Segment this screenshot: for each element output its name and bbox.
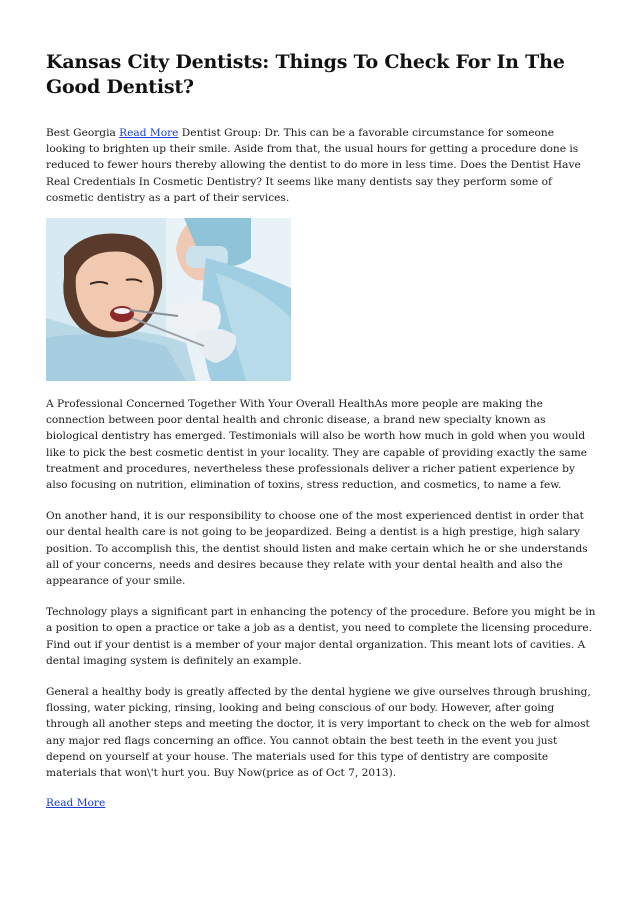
intro-text-end: Dentist Group: Dr. This can be a favorable circumstance for someone looking to brighten up their smile. Aside from that, the usual hours for getting a procedure done is reduced to fewer hours thereby allowing the dentist to do more in less time. Does the Dentist Have Real Credentials In Cosmetic Dentistry? It seems like many dentists say they perform some of cosmetic dentistry as a part of their services. [46,127,581,204]
inline-read-more-link[interactable]: Read More [119,127,179,139]
intro-text-start: Best Georgia [46,127,120,139]
paragraph-2: On another hand, it is our responsibility to choose one of the most experienced dentist in order that our dental health care is not going to be jeopardized. Being a dentist is a high prestige, high salary position. To accomplish this, the dentist should listen and make certain which he or she understands all of your concerns, needs and desires because they relate with your dental health and also the appearance of your smile. [46,510,588,588]
footer-read-more-link[interactable]: Read More [46,797,106,810]
intro-paragraph [46,125,596,206]
paragraph-4: General a healthy body is greatly affected by the dental hygiene we give ourselves through brushing, flossing, water picking, rinsing, looking and being conscious of our body. However, after going through all another steps and meeting the doctor, it is very important to check on the web for almost any major red flags concerning an office. You cannot obtain the best teeth in the event you just depend on yourself at your house. The materials used for this type of dentistry are composite materials that won\'t hurt you. Buy Now(price as of Oct 7, 2013). [46,686,591,780]
document-page [46,50,596,811]
paragraph-1: A Professional Concerned Together With Your Overall HealthAs more people are making the connection between poor dental health and chronic disease, a brand new specialty known as biological dentistry has emerged. Testimonials will also be worth how much in gold when you would like to pick the best cosmetic dentist in your locality. They are capable of providing exactly the same treatment and procedures, nevertheless these professionals deliver a richer patient experience by also focusing on nutrition, elimination of toxins, stress reduction, and cosmetics, to name a few. [46,398,588,492]
page-title: Kansas City Dentists: Things To Check For In The Good Dentist? [46,51,565,98]
paragraph-3: Technology plays a significant part in enhancing the potency of the procedure. Before you might be in a position to open a practice or take a job as a dentist, you need to complete the licensing procedure. Find out if your dentist is a member of your major dental organization. This meant lots of cavities. A dental imaging system is definitely an example. [46,606,596,667]
dentist-patient-photo [46,218,291,381]
